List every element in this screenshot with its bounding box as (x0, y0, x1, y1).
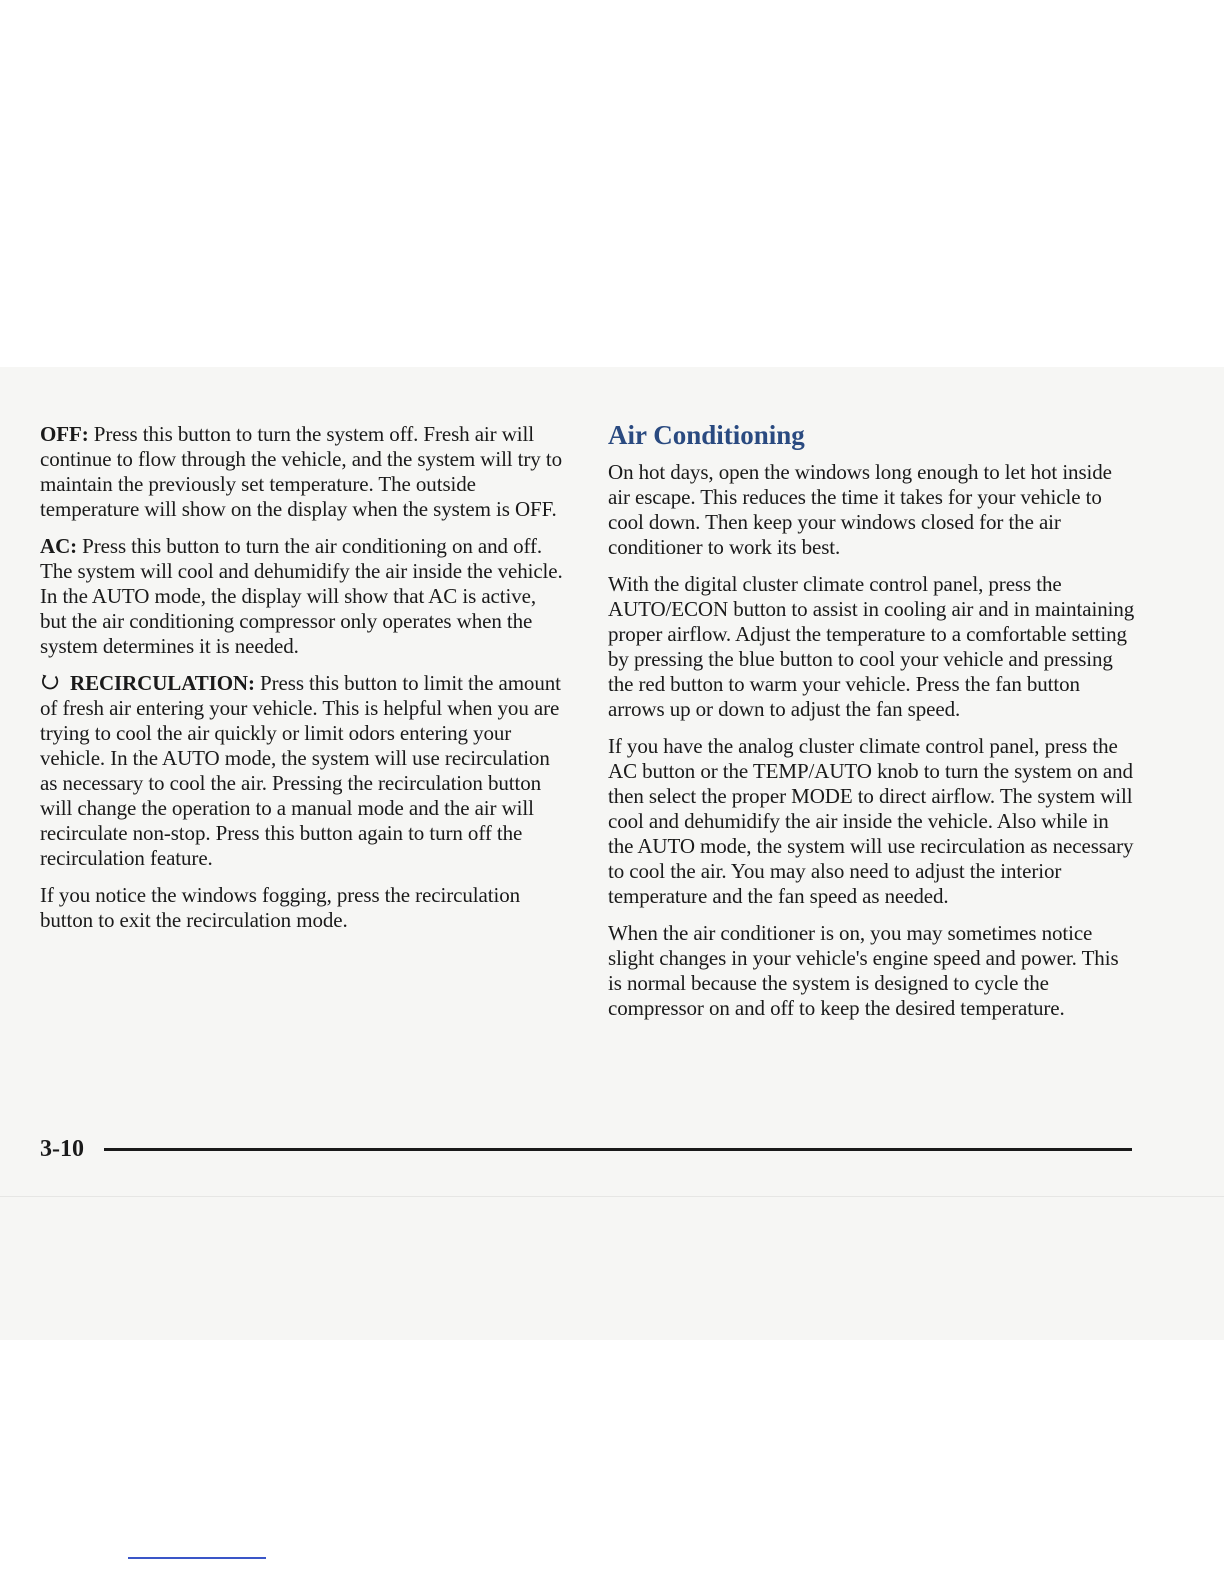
off-text: Press this button to turn the system off. Fresh air will continue to flow through the vehicle, and the system will try to maintain the previously set temperature. The outside temperature will show on the display when the system is OFF. (40, 422, 562, 521)
hot-days-paragraph: On hot days, open the windows long enough to let hot inside air escape. This reduces the time it takes for your vehicle to cool down. Then keep your windows closed for the air conditioner to work its best. (608, 460, 1112, 559)
footer-rule (104, 1148, 1132, 1151)
ac-text: Press this button to turn the air conditioning on and off. The system will cool and dehumidify the air inside the vehicle. In the AUTO mode, the display will show that AC is active, but the air conditioning compressor only operates when the system determines it is needed. (40, 534, 563, 658)
section-heading: Air Conditioning (608, 420, 805, 450)
off-paragraph (40, 422, 564, 522)
recirculation-text: Press this button to limit the amount of fresh air entering your vehicle. This is helpful when you are trying to cool the air quickly or limit odors entering your vehicle. In the AUTO mode, the system will use recirculation as necessary to cool the air. Pressing the recirculation button will change the operation to a manual mode and the air will recirculate non-stop. Press this button again to turn off the recirculation feature. (40, 671, 561, 870)
left-column (40, 422, 564, 945)
engine-speed-paragraph: When the air conditioner is on, you may sometimes notice slight changes in your vehicle's engine speed and power. This is normal because the system is designed to cycle the compressor on and off to keep the desired temperature. (608, 921, 1119, 1020)
page-footer (40, 1134, 1132, 1164)
ac-label: AC: (40, 534, 78, 558)
faint-divider (0, 1196, 1224, 1197)
analog-cluster-paragraph: If you have the analog cluster climate control panel, press the AC button or the TEMP/AUTO knob to turn the system on and then select the proper MODE to direct airflow. The system will cool and dehumidify the air inside the vehicle. Also while in the AUTO mode, the system will use recirculation as necessary to cool the air. You may also need to adjust the interior temperature and the fan speed as needed. (608, 734, 1134, 908)
recirculation-icon (40, 672, 60, 692)
off-label: OFF: (40, 422, 89, 446)
fogging-paragraph: If you notice the windows fogging, press the recirculation button to exit the recirculation mode. (40, 883, 520, 932)
page-number: 3-10 (40, 1136, 84, 1162)
recirculation-label: RECIRCULATION: (70, 671, 255, 695)
right-column (608, 418, 1136, 1033)
link-underline (128, 1557, 266, 1559)
recirculation-paragraph (40, 671, 564, 871)
digital-cluster-paragraph: With the digital cluster climate control panel, press the AUTO/ECON button to assist in cooling air and in maintaining proper airflow. Adjust the temperature to a comfortable setting by pressing the blue button to cool your vehicle and pressing the red button to warm your vehicle. Press the fan button arrows up or down to adjust the fan speed. (608, 572, 1135, 721)
ac-paragraph (40, 534, 564, 659)
